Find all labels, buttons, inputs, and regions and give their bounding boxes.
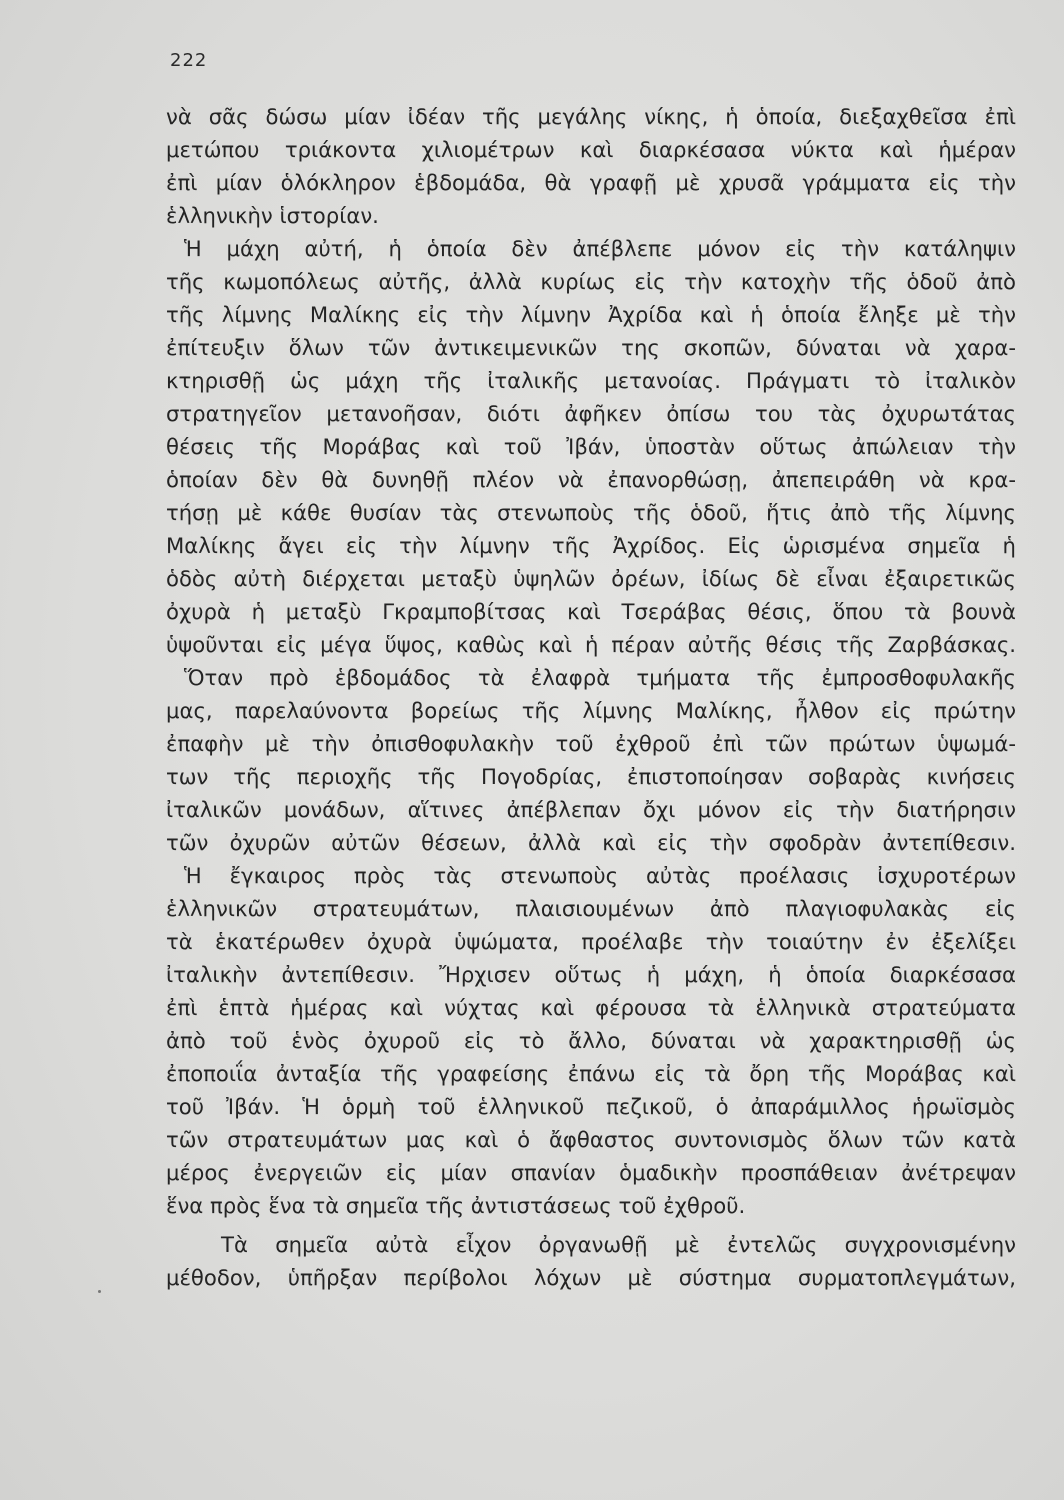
- text-line: κτηρισθῇ ὡς μάχη τῆς ἰταλικῆς μετανοίας. Πράγματι τὸ ἰταλικὸν: [166, 368, 1016, 393]
- text-line: νὰ σᾶς δώσω μίαν ἰδέαν τῆς μεγάλης νίκης, ἡ ὁποία, διεξαχθεῖσα ἐπὶ: [166, 104, 1016, 129]
- text-line: θέσεις τῆς Μοράβας καὶ τοῦ Ἰβάν, ὑποστὰν οὕτως ἀπώλειαν τὴν: [166, 434, 1016, 459]
- paper-speck: [98, 1290, 101, 1293]
- text-line: ἰταλικῶν μονάδων, αἵτινες ἀπέβλεπαν ὄχι μόνον εἰς τὴν διατήρησιν: [166, 797, 1016, 822]
- text-line: ἐπὶ μίαν ὁλόκληρον ἑβδομάδα, θὰ γραφῇ μὲ χρυσᾶ γράμματα εἰς τὴν: [166, 170, 1016, 195]
- paragraph-start-line: Ὅταν πρὸ ἑβδομάδος τὰ ἐλαφρὰ τμήματα τῆς ἐμπροσθοφυλακῆς: [184, 665, 1016, 690]
- text-line: ἑλληνικὴν ἱστορίαν.: [166, 203, 379, 228]
- text-line: ὁποίαν δὲν θὰ δυνηθῇ πλέον νὰ ἐπανορθώσῃ, ἀπεπειράθη νὰ κρα-: [166, 467, 1016, 492]
- text-line: στρατηγεῖον μετανοῆσαν, διότι ἀφῆκεν ὀπίσω του τὰς ὀχυρωτάτας: [166, 401, 1016, 426]
- text-line: ἐπίτευξιν ὅλων τῶν ἀντικειμενικῶν της σκοπῶν, δύναται νὰ χαρα-: [166, 335, 1016, 360]
- text-line: τῶν στρατευμάτων μας καὶ ὁ ἄφθαστος συντονισμὸς ὅλων τῶν κατὰ: [166, 1127, 1016, 1152]
- paragraph-start-line: Ἡ μάχη αὐτή, ἡ ὁποία δὲν ἀπέβλεπε μόνον εἰς τὴν κατάληψιν: [184, 236, 1016, 261]
- text-line: των τῆς περιοχῆς τῆς Πογοδρίας, ἐπιστοποίησαν σοβαρὰς κινήσεις: [166, 764, 1016, 789]
- text-line: ὑψοῦνται εἰς μέγα ὕψος, καθὼς καὶ ἡ πέραν αὐτῆς θέσις τῆς Ζαρβάσκας.: [166, 632, 1016, 657]
- text-line: τὰ ἑκατέρωθεν ὀχυρὰ ὑψώματα, προέλαβε τὴν τοιαύτην ἐν ἐξελίξει: [166, 929, 1016, 954]
- text-line: Μαλίκης ἄγει εἰς τὴν λίμνην τῆς Ἀχρίδος. Εἰς ὡρισμένα σημεῖα ἡ: [166, 533, 1016, 558]
- paragraph-start-line: Ἡ ἔγκαιρος πρὸς τὰς στενωποὺς αὐτὰς προέλασις ἰσχυροτέρων: [184, 863, 1016, 888]
- text-line: τῆς κωμοπόλεως αὐτῆς, ἀλλὰ κυρίως εἰς τὴν κατοχὴν τῆς ὁδοῦ ἀπὸ: [166, 269, 1016, 294]
- text-line: μέθοδον, ὑπῆρξαν περίβολοι λόχων μὲ σύστημα συρματοπλεγμάτων,: [166, 1265, 1016, 1290]
- paragraph-start-line: Τὰ σημεῖα αὐτὰ εἶχον ὀργανωθῇ μὲ ἐντελῶς συγχρονισμένην: [221, 1232, 1016, 1257]
- text-line: μετώπου τριάκοντα χιλιομέτρων καὶ διαρκέσασα νύκτα καὶ ἡμέραν: [166, 137, 1016, 162]
- text-line: τῆς λίμνης Μαλίκης εἰς τὴν λίμνην Ἀχρίδα καὶ ἡ ὁποία ἔληξε μὲ τὴν: [166, 302, 1016, 327]
- text-line: ἐπὶ ἑπτὰ ἡμέρας καὶ νύχτας καὶ φέρουσα τὰ ἑλληνικὰ στρατεύματα: [166, 995, 1016, 1020]
- text-line: ἐπαφὴν μὲ τὴν ὀπισθοφυλακὴν τοῦ ἐχθροῦ ἐπὶ τῶν πρώτων ὑψωμά-: [166, 731, 1016, 756]
- text-line: μέρος ἐνεργειῶν εἰς μίαν σπανίαν ὁμαδικὴν προσπάθειαν ἀνέτρεψαν: [166, 1160, 1016, 1185]
- text-line: τῶν ὀχυρῶν αὐτῶν θέσεων, ἀλλὰ καὶ εἰς τὴν σφοδρὰν ἀντεπίθεσιν.: [166, 830, 1016, 855]
- text-line: τήσῃ μὲ κάθε θυσίαν τὰς στενωποὺς τῆς ὁδοῦ, ἥτις ἀπὸ τῆς λίμνης: [166, 500, 1016, 525]
- text-line: ἐποποιΐα ἀνταξία τῆς γραφείσης ἐπάνω εἰς τὰ ὄρη τῆς Μοράβας καὶ: [166, 1061, 1016, 1086]
- text-line: ὀχυρὰ ἡ μεταξὺ Γκραμποβίτσας καὶ Τσεράβας θέσις, ὅπου τὰ βουνὰ: [166, 599, 1016, 624]
- text-line: ὁδὸς αὐτὴ διέρχεται μεταξὺ ὑψηλῶν ὀρέων, ἰδίως δὲ εἶναι ἐξαιρετικῶς: [166, 566, 1016, 591]
- page-number: 222: [170, 50, 208, 71]
- body-text: [166, 100, 1016, 1294]
- text-line: ἕνα πρὸς ἕνα τὰ σημεῖα τῆς ἀντιστάσεως τοῦ ἐχθροῦ.: [166, 1193, 746, 1218]
- text-line: ἀπὸ τοῦ ἑνὸς ὀχυροῦ εἰς τὸ ἄλλο, δύναται νὰ χαρακτηρισθῇ ὡς: [166, 1028, 1016, 1053]
- text-line: ἰταλικὴν ἀντεπίθεσιν. Ἤρχισεν οὕτως ἡ μάχη, ἡ ὁποία διαρκέσασα: [166, 962, 1016, 987]
- text-line: τοῦ Ἰβάν. Ἡ ὁρμὴ τοῦ ἑλληνικοῦ πεζικοῦ, ὁ ἀπαράμιλλος ἡρωϊσμὸς: [166, 1094, 1016, 1119]
- text-line: μας, παρελαύνοντα βορείως τῆς λίμνης Μαλίκης, ἦλθον εἰς πρώτην: [166, 698, 1016, 723]
- text-line: ἑλληνικῶν στρατευμάτων, πλαισιουμένων ἀπὸ πλαγιοφυλακὰς εἰς: [166, 896, 1016, 921]
